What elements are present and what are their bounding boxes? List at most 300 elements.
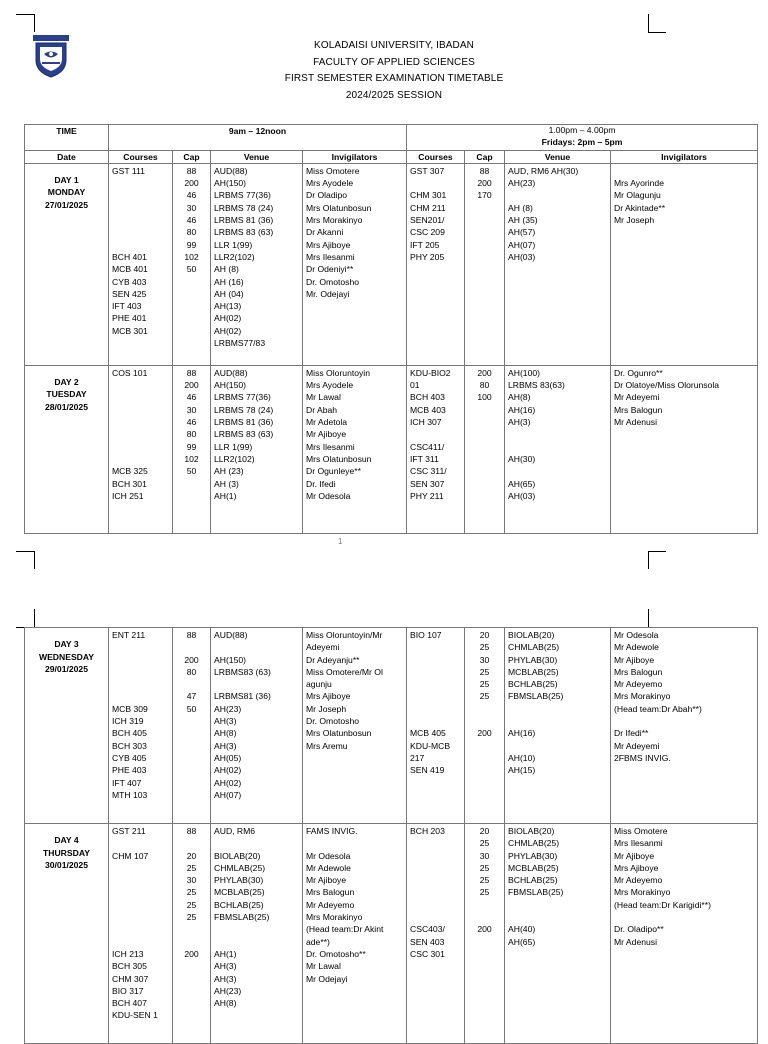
- pm-cap-cell-line: 200: [477, 728, 492, 739]
- am-invigilators-cell-line: Dr Ogunleye**: [306, 466, 361, 477]
- am-invigilators-cell-line: Mr Ajiboye: [306, 875, 347, 886]
- pm-cap-cell: [465, 628, 505, 824]
- pm-courses-cell-line: BIO 107: [410, 630, 442, 640]
- pm-cap-cell-line: 30: [479, 850, 490, 861]
- am-cap-cell-line: 30: [186, 875, 197, 886]
- pm-courses-cell: [407, 163, 465, 365]
- pm-courses-cell-line: [410, 886, 461, 898]
- am-cap-cell: [173, 163, 211, 365]
- am-cap-cell-line: 50: [186, 264, 197, 275]
- pm-invigilators-header: Invigilators: [611, 150, 758, 163]
- am-venue-cell-line: AH(1): [214, 948, 237, 959]
- date-label: 30/01/2025: [44, 860, 88, 870]
- am-venue-cell-line: AH(05): [214, 752, 242, 763]
- am-invigilators-cell-line: Mr Joseph: [306, 703, 347, 714]
- pm-courses-header: Courses: [407, 150, 465, 163]
- am-courses-cell-line: MCB 309: [112, 703, 148, 714]
- pm-venue-cell-line: [508, 715, 607, 727]
- am-venue-cell-line: LRBMS 77(36): [214, 190, 271, 201]
- am-courses-cell-line: ICH 319: [112, 716, 144, 727]
- am-courses-cell: [109, 365, 173, 533]
- am-cap-cell-line: 200: [184, 654, 199, 665]
- pm-venue-cell-line: AH(03): [508, 251, 536, 262]
- crop-mark-bottom-left: [16, 551, 34, 552]
- am-invigilators-cell-line: Dr. Omotosho: [306, 276, 360, 287]
- am-courses-cell-line: BCH 405: [112, 728, 147, 739]
- am-venue-cell-line: AUD(88): [214, 630, 248, 640]
- am-courses-cell-line: [112, 641, 169, 653]
- weekday-label: THURSDAY: [43, 847, 90, 858]
- am-venue-cell-line: LRBMS 77(36): [214, 392, 271, 403]
- am-courses-cell-line: GST 111: [112, 165, 145, 176]
- pm-cap-cell-line: 25: [479, 875, 490, 886]
- pm-courses-cell-line: CSC411/: [410, 441, 445, 452]
- pm-venue-cell-line: BCHLAB(25): [508, 875, 558, 886]
- pm-courses-cell-line: [410, 874, 461, 886]
- pm-invigilators-cell-line: Mr Adenusi: [614, 936, 657, 947]
- am-cap-cell-line: [176, 678, 207, 690]
- pm-cap-cell-line: 25: [479, 887, 490, 898]
- am-venue-cell-line: AH(8): [214, 998, 237, 1009]
- pm-courses-cell-line: BCH 203: [410, 826, 445, 836]
- am-venue-cell-line: LRBMS 78 (24): [214, 404, 274, 415]
- am-invigilators-cell-line: Mr Lawal: [306, 392, 341, 403]
- pm-venue-cell-line: BIOLAB(20): [508, 826, 555, 836]
- pm-courses-cell-line: [410, 177, 461, 189]
- pm-courses-cell-line: MCB 403: [410, 404, 446, 415]
- pm-courses-cell-line: IFT 311: [410, 453, 439, 464]
- pm-cap-cell-line: 30: [479, 654, 490, 665]
- am-courses-cell-line: ICH 213: [112, 948, 144, 959]
- am-venue-cell-line: AH(07): [214, 789, 242, 800]
- faculty-name: FACULTY OF APPLIED SCIENCES: [313, 56, 475, 68]
- am-courses-cell-line: [112, 404, 169, 416]
- pm-cap-cell-line: 200: [477, 367, 492, 378]
- pm-invigilators-cell-line: Mr Adeyemi: [614, 740, 660, 751]
- am-invigilators-cell-line: Mrs Olatunbosun: [306, 728, 372, 739]
- am-courses-cell-line: [112, 923, 169, 935]
- am-courses-cell-line: [112, 226, 169, 238]
- pm-courses-cell-line: CSC403/: [410, 924, 445, 935]
- am-venue-cell-line: LLR 1(99): [214, 441, 253, 452]
- day-cell: [25, 628, 109, 824]
- pm-invigilators-cell-line: Mr Ajiboye: [614, 654, 655, 665]
- pm-courses-cell-line: SEN 419: [410, 765, 445, 776]
- am-venue-cell-line: AH(23): [214, 985, 242, 996]
- pm-venue-cell-line: AH(16): [508, 728, 536, 739]
- pm-courses-cell-line: ICH 307: [410, 417, 442, 428]
- pm-venue-cell-line: AH(03): [508, 490, 536, 501]
- pm-courses-cell-line: PHY 211: [410, 490, 444, 501]
- pm-venue-cell-line: [508, 428, 607, 440]
- pm-venue-cell-line: PHYLAB(30): [508, 654, 558, 665]
- am-courses-cell-line: MCB 301: [112, 325, 148, 336]
- pm-venue-cell-line: MCBLAB(25): [508, 666, 559, 677]
- pm-invigilators-cell-line: Mr Odesola: [614, 630, 659, 640]
- pm-invigilators-cell-line: (Head team:Dr Karigidi**): [614, 899, 711, 910]
- am-cap-cell-line: 88: [186, 630, 197, 640]
- am-courses-cell-line: [112, 874, 169, 886]
- am-invigilators-cell-line: Mrs Aremu: [306, 740, 348, 751]
- am-courses-cell-line: [112, 678, 169, 690]
- pm-invigilators-cell-line: Mrs Morakinyo: [614, 887, 671, 898]
- am-courses-cell-line: [112, 911, 169, 923]
- pm-venue-cell-line: BIOLAB(20): [508, 630, 555, 640]
- am-courses-cell-line: ICH 251: [112, 490, 144, 501]
- am-venue-cell-line: LRBMS 81 (36): [214, 215, 274, 226]
- pm-venue-cell-line: AH(8): [508, 392, 531, 403]
- am-invigilators-cell-line: Miss Omotere/Mr Ol: [306, 666, 383, 677]
- day-label: DAY 4: [54, 835, 79, 845]
- weekday-label: WEDNESDAY: [38, 651, 95, 662]
- timetable-title: FIRST SEMESTER EXAMINATION TIMETABLE: [284, 73, 504, 84]
- pm-courses-cell-line: [410, 862, 461, 874]
- am-invigilators-cell: [303, 824, 407, 1044]
- am-courses-cell-line: BCH 401: [112, 251, 147, 262]
- pm-venue-cell-line: PHYLAB(30): [508, 850, 558, 861]
- am-courses-cell-line: [112, 654, 169, 666]
- pm-invigilators-cell-line: Dr. Ogunro**: [614, 367, 663, 378]
- am-invigilators-cell-line: Miss Omotere: [306, 165, 360, 176]
- am-venue-cell: [211, 163, 303, 365]
- pm-invigilators-cell-line: Mrs Balogun: [614, 404, 663, 415]
- am-courses-cell-line: [112, 214, 169, 226]
- pm-courses-cell-line: [410, 654, 461, 666]
- am-venue-cell-line: AH(8): [214, 728, 237, 739]
- pm-invigilators-cell-line: [614, 165, 754, 177]
- pm-courses-cell: [407, 365, 465, 533]
- pm-courses-cell-line: IFT 205: [410, 239, 440, 250]
- am-cap-cell-line: 46: [186, 215, 197, 226]
- crop-mark-bottom-right-v: [648, 551, 649, 569]
- am-courses-cell-line: CYB 403: [112, 276, 147, 287]
- am-courses-cell-line: [112, 177, 169, 189]
- am-invigilators-cell-line: Dr Oladipo: [306, 190, 348, 201]
- pm-courses-cell-line: SEN201/: [410, 215, 445, 226]
- pm-venue-cell-line: AH(40): [508, 924, 536, 935]
- pm-venue-cell-line: CHMLAB(25): [508, 838, 560, 849]
- am-invigilators-cell-line: Dr Odeniyi**: [306, 264, 354, 275]
- am-invigilators-cell-line: Mrs Olatunbosun: [306, 202, 372, 213]
- am-venue-cell-line: [214, 678, 299, 690]
- am-cap-cell-line: 88: [186, 165, 197, 176]
- am-courses-cell-line: PHE 403: [112, 765, 147, 776]
- pm-invigilators-cell-line: Miss Omotere: [614, 826, 668, 836]
- am-courses-cell-line: [112, 202, 169, 214]
- am-venue-cell-line: [214, 923, 299, 935]
- page-number: 1: [338, 537, 343, 546]
- am-cap-cell-line: 80: [186, 429, 197, 440]
- am-courses-cell-line: [112, 899, 169, 911]
- am-invigilators-cell-line: agunju: [306, 679, 332, 690]
- pm-cap-cell-line: [468, 911, 501, 923]
- am-invigilators-cell-line: Dr. Omotosho: [306, 716, 360, 727]
- timetable-page-2: [24, 627, 758, 1044]
- am-invigilators-cell-line: Mr Ajiboye: [306, 429, 347, 440]
- day-cell: [25, 365, 109, 533]
- university-name: KOLADAISI UNIVERSITY, IBADAN: [314, 40, 474, 51]
- time-header: TIME: [25, 125, 109, 151]
- crop-mark-top-right-h: [648, 32, 666, 33]
- pm-courses-cell-line: [410, 899, 461, 911]
- am-venue-cell-line: AH (04): [214, 288, 244, 299]
- am-cap-cell-line: 25: [186, 912, 197, 923]
- crop-mark-top-right: [648, 14, 649, 32]
- am-invigilators-cell-line: Mrs Ajiboye: [306, 691, 351, 702]
- timetable-page-1: [24, 124, 758, 534]
- am-invigilators-cell-line: Mrs Ayodele: [306, 178, 354, 189]
- pm-courses-cell-line: [410, 641, 461, 653]
- am-invigilators-cell-line: Mr. Odejayi: [306, 288, 350, 299]
- pm-invigilators-cell-line: Dr Akintade**: [614, 202, 666, 213]
- am-venue-cell-line: AH (8): [214, 264, 239, 275]
- am-courses-cell: [109, 163, 173, 365]
- am-courses-cell-line: BCH 301: [112, 478, 147, 489]
- pm-cap-header: Cap: [465, 150, 505, 163]
- pm-invigilators-cell-line: Mr Adewole: [614, 642, 659, 653]
- am-venue-cell: [211, 824, 303, 1044]
- pm-courses-cell-line: [410, 837, 461, 849]
- am-invigilators-cell-line: (Head team:Dr Akint: [306, 924, 384, 935]
- pm-courses-cell-line: CHM 301: [410, 190, 447, 201]
- pm-invigilators-cell-line: Mrs Morakinyo: [614, 691, 671, 702]
- day-label: DAY 1: [54, 174, 79, 185]
- am-cap-cell-line: 47: [186, 691, 197, 702]
- am-venue-cell-line: LRBMS 83 (63): [214, 227, 274, 238]
- am-venue-cell-line: AH (3): [214, 478, 239, 489]
- pm-invigilators-cell-line: [614, 715, 754, 727]
- pm-courses-cell-line: [410, 690, 461, 702]
- am-venue-cell-line: AH(3): [214, 973, 237, 984]
- am-courses-cell-line: [112, 453, 169, 465]
- am-courses-cell-line: IFT 407: [112, 777, 142, 788]
- pm-invigilators-cell-line: [614, 911, 754, 923]
- am-venue-cell-line: BIOLAB(20): [214, 850, 261, 861]
- am-courses-cell-line: BCH 407: [112, 998, 147, 1009]
- pm-invigilators-cell-line: Mr Ajiboye: [614, 850, 655, 861]
- am-venue-cell: [211, 365, 303, 533]
- pm-cap-cell-line: 25: [479, 666, 490, 677]
- am-venue-cell-line: LRBMS81 (36): [214, 691, 271, 702]
- am-venue-cell-line: [214, 641, 299, 653]
- am-courses-cell-line: BCH 305: [112, 961, 147, 972]
- am-courses-cell-line: ENT 211: [112, 630, 146, 640]
- am-venue-cell-line: LRBMS 81 (36): [214, 417, 274, 428]
- pm-venue-cell-line: AH(65): [508, 936, 536, 947]
- am-cap-cell-line: 25: [186, 887, 197, 898]
- pm-cap-cell-line: [468, 715, 501, 727]
- pm-cap-cell: [465, 163, 505, 365]
- pm-courses-cell-line: [410, 911, 461, 923]
- am-venue-cell-line: AUD(88): [214, 367, 248, 378]
- am-invigilators-cell-line: Mrs Ilesanmi: [306, 251, 355, 262]
- pm-venue-cell-line: AH(65): [508, 478, 536, 489]
- pm-invigilators-cell-line: Mr Joseph: [614, 215, 655, 226]
- pm-invigilators-cell-line: Dr Ifedi**: [614, 728, 649, 739]
- am-venue-cell-line: AUD, RM6: [214, 826, 256, 836]
- date-label: 29/01/2025: [44, 664, 88, 674]
- pm-cap-cell-line: 80: [479, 380, 490, 391]
- am-venue-cell-line: AUD(88): [214, 165, 248, 176]
- afternoon-session-header: [407, 125, 758, 151]
- am-cap-cell-line: 88: [186, 367, 197, 378]
- am-invigilators-cell-line: [306, 837, 403, 849]
- pm-courses-cell-line: [410, 666, 461, 678]
- am-invigilators-cell-line: Mr Odesola: [306, 490, 351, 501]
- pm-courses-cell-line: KDU-MCB: [410, 740, 451, 751]
- pm-cap-cell-line: 20: [479, 630, 490, 640]
- am-courses-cell-line: PHE 401: [112, 313, 147, 324]
- day-row: [25, 365, 758, 533]
- am-cap-cell-line: [176, 923, 207, 935]
- am-courses-cell-line: [112, 690, 169, 702]
- date-label: 27/01/2025: [44, 199, 88, 210]
- am-courses-cell-line: [112, 441, 169, 453]
- pm-cap-cell: [465, 824, 505, 1044]
- pm-invigilators-cell: [611, 163, 758, 365]
- pm-venue-cell: [505, 163, 611, 365]
- am-cap-cell-line: 99: [186, 441, 197, 452]
- pm-courses-cell-line: KDU-BIO2: [410, 367, 451, 378]
- pm-venue-cell: [505, 365, 611, 533]
- am-venue-cell-line: LLR2(102): [214, 251, 255, 262]
- am-venue-cell-line: AH(02): [214, 765, 242, 776]
- crop-mark-bottom-left-v: [34, 551, 35, 569]
- pm-cap-cell-line: 200: [477, 178, 492, 189]
- am-invigilators-cell-line: Mrs Ayodele: [306, 380, 354, 391]
- day-cell: [25, 824, 109, 1044]
- am-venue-cell-line: [214, 837, 299, 849]
- am-cap-cell-line: 50: [186, 466, 197, 477]
- am-courses-cell-line: [112, 862, 169, 874]
- pm-venue-cell-line: AH (8): [508, 202, 533, 213]
- am-invigilators-cell-line: Mrs Ajiboye: [306, 239, 351, 250]
- am-invigilators-cell-line: Adeyemi: [306, 642, 340, 653]
- pm-invigilators-cell-line: (Head team:Dr Abah**): [614, 703, 702, 714]
- pm-cap-cell-line: 25: [479, 691, 490, 702]
- am-venue-cell-line: AH(3): [214, 961, 237, 972]
- pm-venue-cell-line: AUD, RM6 AH(30): [508, 165, 579, 176]
- am-invigilators-cell-line: FAMS INVIG.: [306, 826, 358, 836]
- pm-courses-cell-line: SEN 307: [410, 478, 445, 489]
- pm-venue-cell: [505, 628, 611, 824]
- pm-cap-cell-line: 25: [479, 838, 490, 849]
- am-courses-cell-line: CHM 107: [112, 850, 149, 861]
- pm-invigilators-cell-line: Dr. Oladipo**: [614, 924, 664, 935]
- am-courses-cell-line: COS 101: [112, 367, 148, 378]
- am-invigilators-cell-line: Mr Odejayi: [306, 973, 348, 984]
- am-cap-cell-line: 30: [186, 202, 197, 213]
- pm-cap-cell-line: [468, 703, 501, 715]
- pm-invigilators-cell-line: Mrs Ilesanmi: [614, 838, 663, 849]
- afternoon-time: 1.00pm – 4.00pm: [548, 125, 616, 135]
- session-label: 2024/2025 SESSION: [345, 89, 443, 101]
- am-invigilators-cell: [303, 163, 407, 365]
- am-courses-cell-line: KDU-SEN 1: [112, 1010, 158, 1021]
- day-row: [25, 163, 758, 365]
- am-venue-cell-line: LLR2(102): [214, 453, 255, 464]
- am-invigilators-cell-line: Dr Abah: [306, 404, 338, 415]
- pm-invigilators-cell-line: Mrs Ajiboye: [614, 862, 659, 873]
- am-cap-cell-line: 46: [186, 190, 197, 201]
- am-cap-cell-line: 46: [186, 417, 197, 428]
- am-venue-cell-line: PHYLAB(30): [214, 875, 264, 886]
- pm-venue-cell: [505, 824, 611, 1044]
- pm-courses-cell-line: [410, 850, 461, 862]
- am-invigilators-cell-line: Dr. Omotosho**: [306, 948, 366, 959]
- date-col-header: Date: [25, 150, 109, 163]
- am-courses-cell-line: SEN 425: [112, 288, 147, 299]
- pm-courses-cell-line: MCB 405: [410, 728, 446, 739]
- pm-courses-cell-line: SEN 403: [410, 936, 445, 947]
- am-venue-cell-line: AH(02): [214, 777, 242, 788]
- am-cap-cell-line: 200: [184, 380, 199, 391]
- pm-venue-header: Venue: [505, 150, 611, 163]
- am-cap-cell-line: 25: [186, 862, 197, 873]
- pm-courses-cell-line: CHM 211: [410, 202, 446, 213]
- pm-cap-cell-line: 25: [479, 679, 490, 690]
- am-venue-cell-line: BCHLAB(25): [214, 899, 264, 910]
- am-cap-cell-line: 200: [184, 178, 199, 189]
- pm-venue-cell-line: [508, 911, 607, 923]
- am-venue-cell-line: FBMSLAB(25): [214, 912, 270, 923]
- am-venue-cell-line: AH (23): [214, 466, 244, 477]
- pm-courses-cell-line: CSC 209: [410, 227, 445, 238]
- am-courses-cell-line: [112, 837, 169, 849]
- pm-invigilators-cell-line: 2FBMS INVIG.: [614, 752, 671, 763]
- am-venue-cell-line: AH (16): [214, 276, 244, 287]
- day-cell: [25, 163, 109, 365]
- pm-courses-cell-line: 217: [410, 752, 425, 763]
- am-venue-header: Venue: [211, 150, 303, 163]
- pm-venue-cell-line: AH(30): [508, 453, 536, 464]
- pm-venue-cell-line: [508, 740, 607, 752]
- am-venue-cell-line: AH(23): [214, 703, 242, 714]
- pm-courses-cell-line: BCH 403: [410, 392, 445, 403]
- pm-venue-cell-line: CHMLAB(25): [508, 642, 560, 653]
- am-courses-cell-line: MCB 401: [112, 264, 148, 275]
- am-venue-cell-line: [214, 936, 299, 948]
- pm-invigilators-cell-line: Mrs Balogun: [614, 666, 663, 677]
- pm-invigilators-cell-line: Dr Olatoye/Miss Olorunsola: [614, 380, 720, 391]
- pm-venue-cell-line: AH(23): [508, 178, 536, 189]
- pm-courses-cell: [407, 824, 465, 1044]
- pm-invigilators-cell-line: Mr Olagunju: [614, 190, 661, 201]
- am-cap-cell-line: 102: [184, 453, 199, 464]
- pm-venue-cell-line: [508, 703, 607, 715]
- pm-courses-cell-line: [410, 715, 461, 727]
- am-cap-cell-line: 25: [186, 899, 197, 910]
- am-venue-cell-line: AH(1): [214, 490, 237, 501]
- pm-venue-cell-line: [508, 189, 607, 201]
- pm-cap-cell-line: 200: [477, 924, 492, 935]
- am-cap-cell-line: 200: [184, 948, 199, 959]
- am-cap-cell-line: 20: [186, 850, 197, 861]
- am-courses-cell-line: [112, 239, 169, 251]
- weekday-label: MONDAY: [47, 187, 86, 198]
- am-courses-header: Courses: [109, 150, 173, 163]
- pm-cap-cell: [465, 365, 505, 533]
- pm-venue-cell-line: [508, 899, 607, 911]
- am-courses-cell-line: [112, 189, 169, 201]
- pm-venue-cell-line: AH(10): [508, 752, 536, 763]
- am-cap-cell-line: 99: [186, 239, 197, 250]
- pm-invigilators-cell-line: Mr Adeyemo: [614, 679, 663, 690]
- am-cap-cell: [173, 628, 211, 824]
- pm-courses-cell-line: PHY 205: [410, 251, 445, 262]
- am-invigilators-cell-line: Mr Adeyemo: [306, 899, 355, 910]
- pm-invigilators-cell: [611, 824, 758, 1044]
